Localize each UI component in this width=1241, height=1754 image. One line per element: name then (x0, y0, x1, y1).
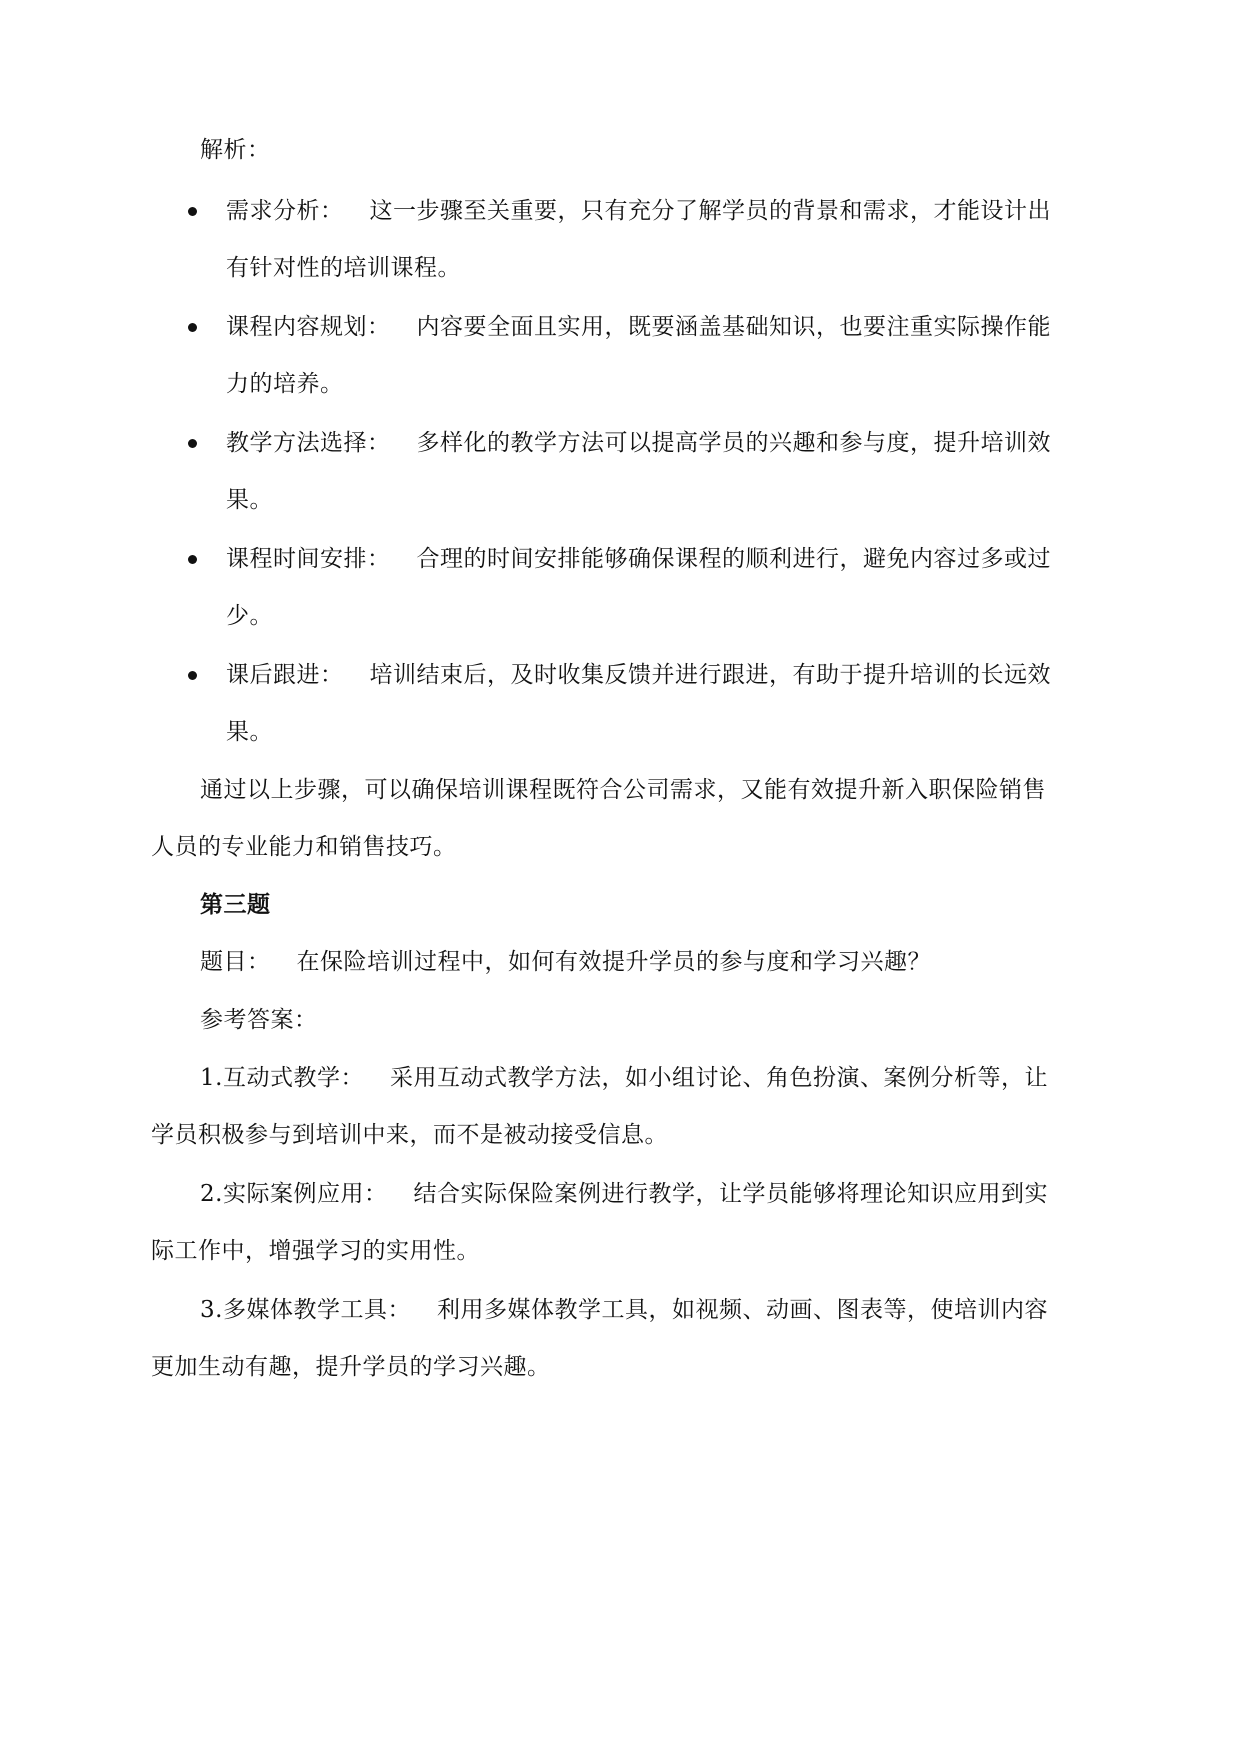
bullet-item-1-line1 (226, 195, 1086, 227)
answer-label: 参考答案： (200, 1007, 318, 1033)
question-text: 在保险培训过程中，如何有效提升学员的参与度和学习兴趣？ (296, 949, 931, 975)
bullet-dot (188, 671, 197, 680)
answer-3-line1 (200, 1294, 1140, 1326)
bullet-text: 培训结束后，及时收集反馈并进行跟进，有助于提升培训的长远效 (369, 662, 1051, 688)
answer-text: 利用多媒体教学工具，如视频、动画、图表等，使培训内容 (436, 1297, 1048, 1323)
answer-2-line2: 际工作中，增强学习的实用性。 (151, 1238, 480, 1264)
bullet-item-2-line1 (226, 311, 1086, 343)
bullet-term: 课程内容规划： (226, 314, 391, 340)
answer-2-line1 (200, 1178, 1140, 1210)
bullet-item-1-line2: 有针对性的培训课程。 (226, 255, 461, 281)
summary-line1: 通过以上步骤，可以确保培训课程既符合公司需求，又能有效提升新入职保险销售 (200, 777, 1046, 803)
answer-term: 多媒体教学工具： (222, 1297, 411, 1323)
answer-number: 3. (200, 1297, 223, 1323)
bullet-item-3-line1 (226, 427, 1086, 459)
answer-number: 2. (200, 1181, 223, 1207)
bullet-text: 多样化的教学方法可以提高学员的兴趣和参与度，提升培训效 (416, 430, 1051, 456)
answer-text: 结合实际保险案例进行教学，让学员能够将理论知识应用到实 (413, 1181, 1048, 1207)
bullet-item-4-line1 (226, 543, 1086, 575)
answer-1-line2: 学员积极参与到培训中来，而不是被动接受信息。 (151, 1122, 668, 1148)
bullet-term: 课程时间安排： (226, 546, 391, 572)
bullet-item-2-line2: 力的培养。 (226, 371, 344, 397)
bullet-item-4-line2: 少。 (226, 603, 273, 629)
bullet-dot (188, 323, 197, 332)
bullet-item-5-line1 (226, 659, 1086, 691)
answer-1-line1 (200, 1062, 1140, 1094)
analysis-label: 解析： (200, 137, 271, 163)
bullet-item-3-line2: 果。 (226, 487, 273, 513)
bullet-term: 需求分析： (226, 198, 344, 224)
bullet-text: 合理的时间安排能够确保课程的顺利进行，避免内容过多或过 (416, 546, 1051, 572)
bullet-dot (188, 439, 197, 448)
bullet-item-5-line2: 果。 (226, 719, 273, 745)
question-label: 题目： (200, 949, 271, 975)
answer-text: 采用互动式教学方法，如小组讨论、角色扮演、案例分析等，让 (389, 1065, 1048, 1091)
bullet-term: 课后跟进： (226, 662, 344, 688)
question-line (200, 946, 1140, 978)
bullet-term: 教学方法选择： (226, 430, 391, 456)
summary-line2: 人员的专业能力和销售技巧。 (151, 834, 457, 860)
bullet-text: 这一步骤至关重要，只有充分了解学员的背景和需求，才能设计出 (369, 198, 1051, 224)
bullet-text: 内容要全面且实用，既要涵盖基础知识，也要注重实际操作能 (416, 314, 1051, 340)
answer-term: 互动式教学： (222, 1065, 364, 1091)
answer-number: 1. (200, 1065, 223, 1091)
answer-term: 实际案例应用： (222, 1181, 388, 1207)
answer-3-line2: 更加生动有趣，提升学员的学习兴趣。 (151, 1354, 551, 1380)
bullet-dot (188, 207, 197, 216)
section-title: 第三题 (200, 892, 271, 918)
bullet-dot (188, 555, 197, 564)
